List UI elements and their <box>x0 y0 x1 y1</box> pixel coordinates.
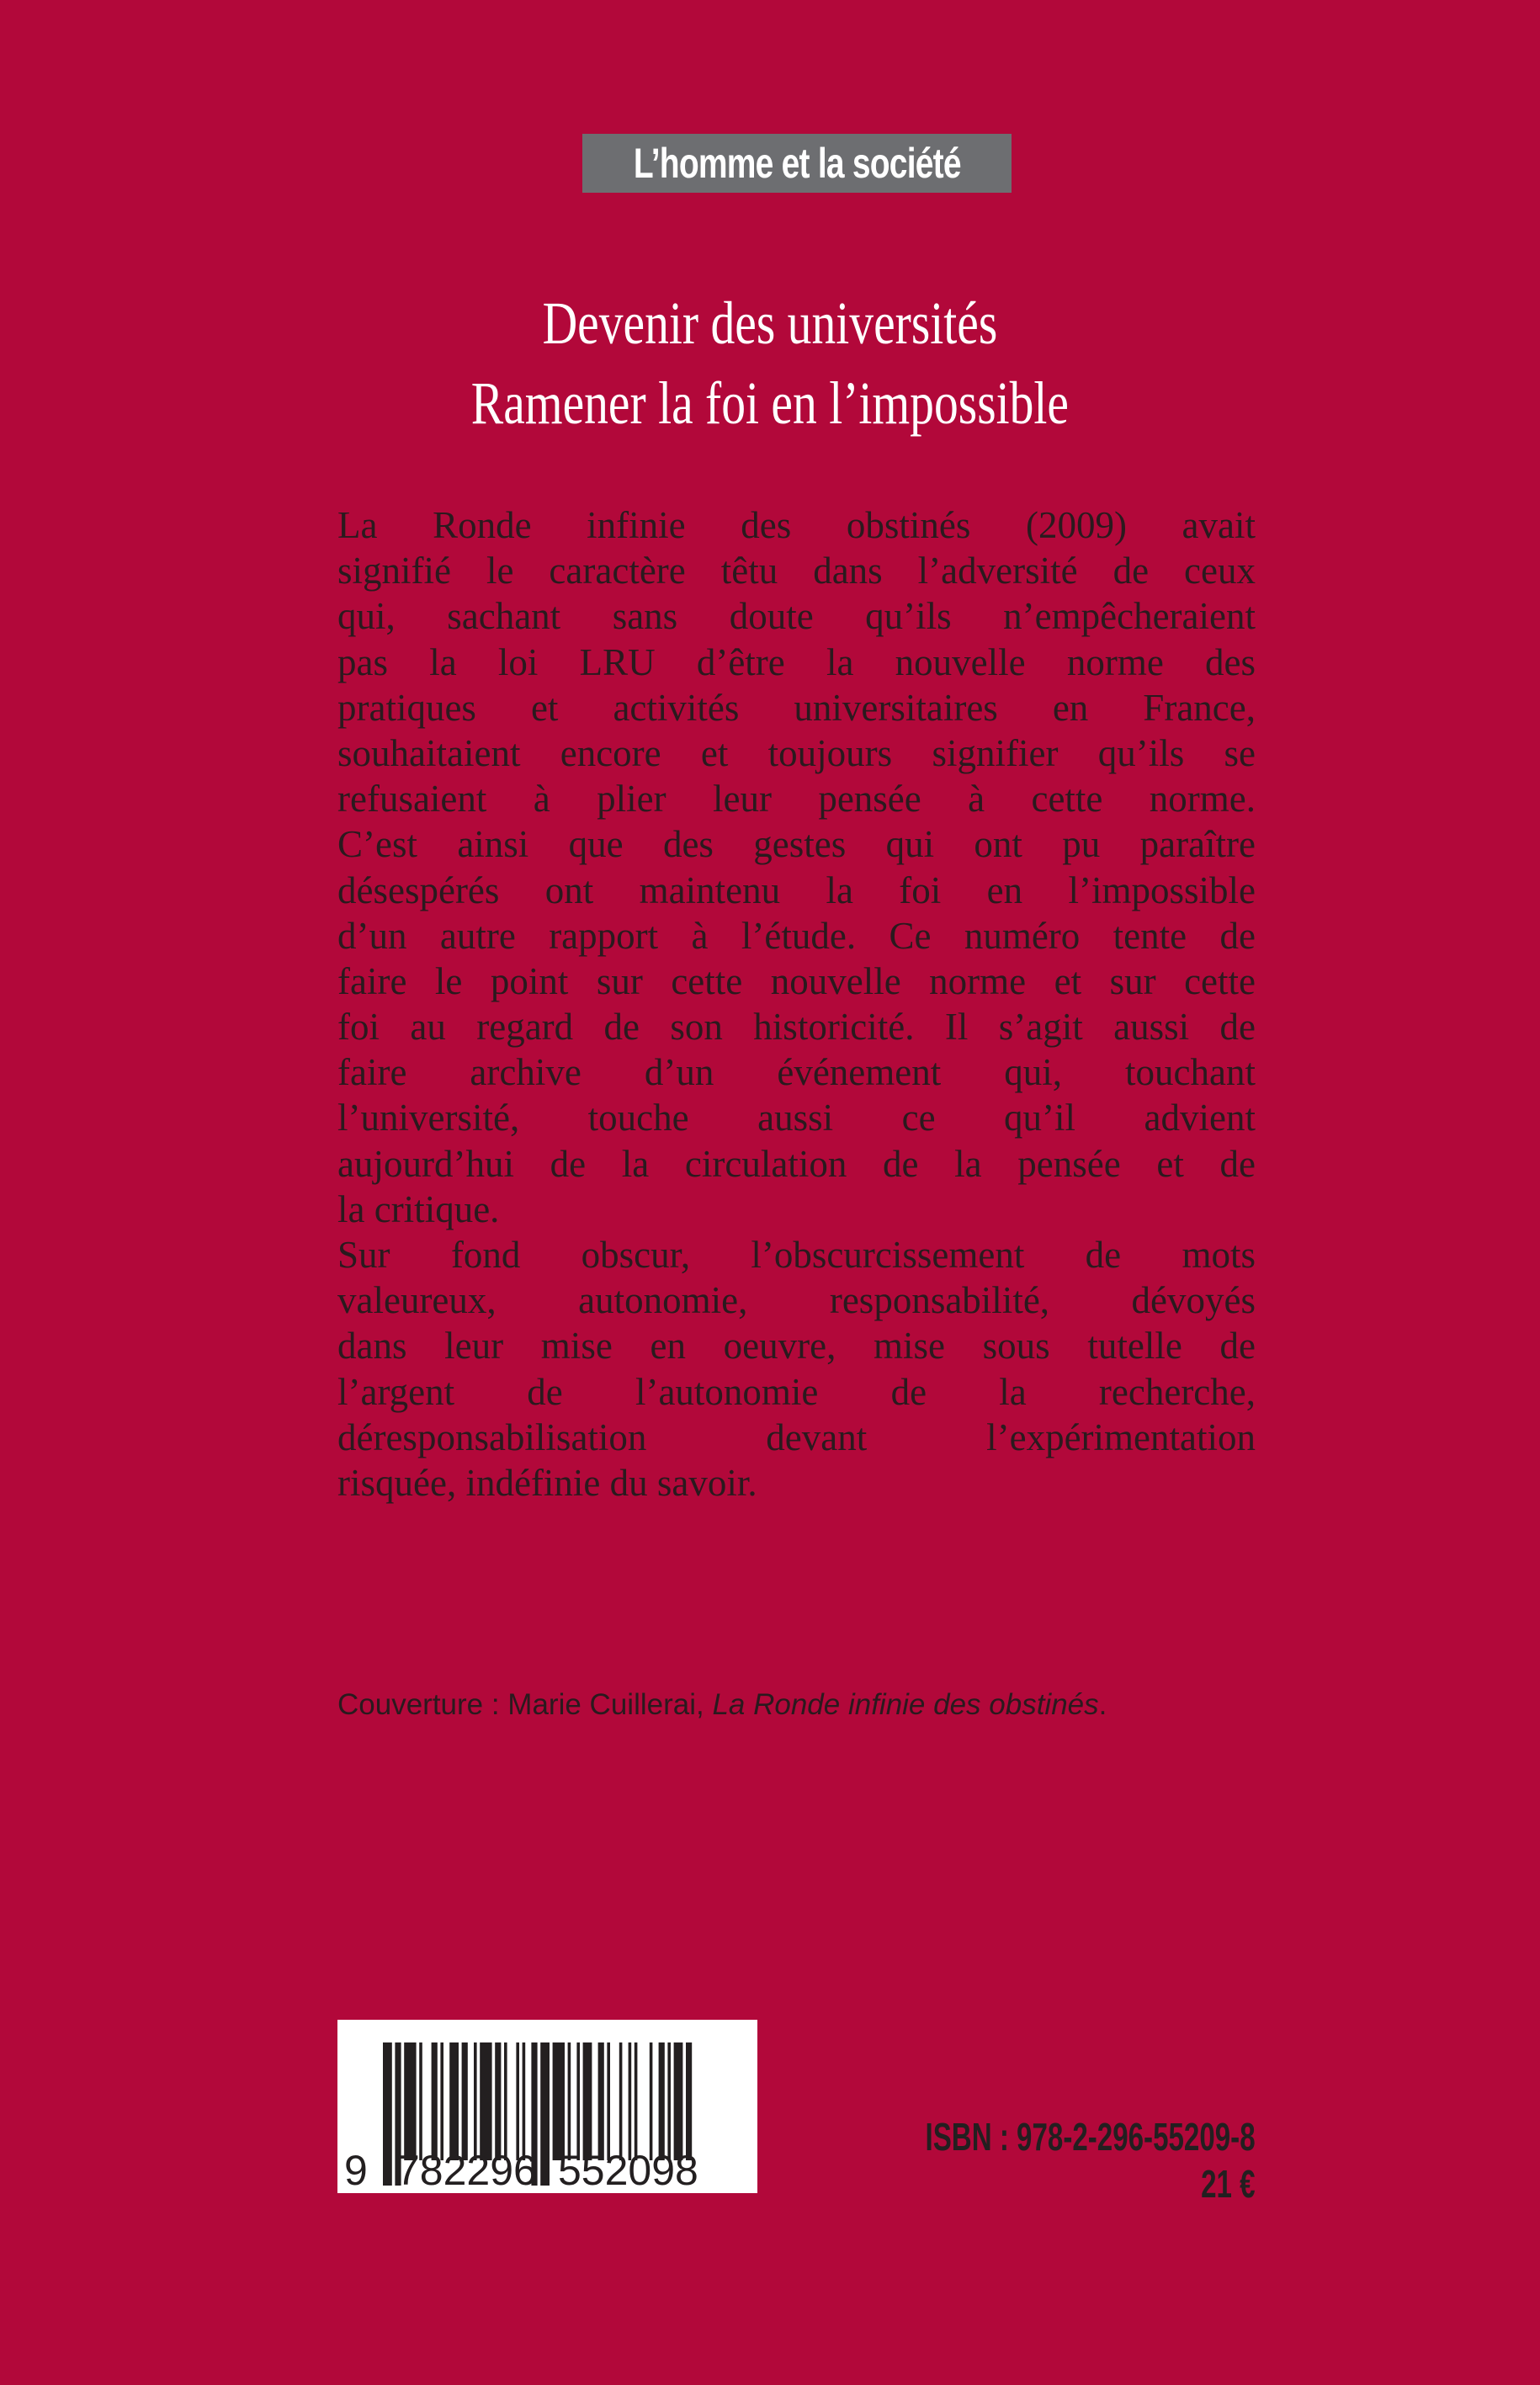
barcode-bar <box>516 2042 519 2160</box>
blurb-line: faire archive d’un événement qui, touchant <box>337 1051 1256 1094</box>
title-line-1 <box>0 289 1540 357</box>
barcode-bars <box>337 2020 757 2193</box>
barcode-bar <box>598 2042 604 2160</box>
barcode-bar <box>540 2042 550 2186</box>
title-line-2-text: Ramener la foi en l’impossible <box>470 369 1070 437</box>
barcode-bar <box>504 2042 507 2160</box>
barcode-bar <box>674 2042 683 2160</box>
series-label <box>582 134 1012 193</box>
isbn: ISBN : 978-2-296-55209-8 <box>925 2115 1256 2159</box>
barcode-bar <box>495 2042 501 2160</box>
blurb-line: foi au regard de son historicité. Il s’agit aussi de <box>337 1006 1256 1049</box>
barcode-bar <box>432 2042 438 2160</box>
barcode-bar <box>607 2042 610 2160</box>
blurb-line: qui, sachant sans doute qu’ils n’empêcheraient <box>337 595 1256 638</box>
title-line-1-text: Devenir des universités <box>542 289 998 357</box>
blurb-line: refusaient à plier leur pensée à cette norme. <box>337 778 1256 821</box>
blurb-line: dans leur mise en oeuvre, mise sous tutelle de <box>337 1325 1256 1368</box>
blurb-line: désespérés ont maintenu la foi en l’impossible <box>337 868 1256 911</box>
blurb-line: pas la loi LRU d’être la nouvelle norme des <box>337 640 1256 683</box>
blurb-line: aujourd’hui de la circulation de la pensée et de <box>337 1142 1256 1185</box>
blurb-line: l’université, touche aussi ce qu’il advient <box>337 1097 1256 1139</box>
barcode-bar <box>619 2042 623 2160</box>
credit-work: La Ronde infinie des obstinés <box>712 1688 1099 1721</box>
blurb-line: risquée, indéfinie du savoir. <box>337 1461 757 1504</box>
blurb-text <box>337 502 1256 1506</box>
blurb-line: faire le point sur cette nouvelle norme et sur cette <box>337 959 1256 1002</box>
credit-suffix: . <box>1098 1688 1107 1721</box>
series-label-text: L’homme et la société <box>633 140 961 187</box>
barcode <box>337 2020 757 2193</box>
barcode-digits: 782296 <box>396 2147 537 2193</box>
blurb-line: déresponsabilisation devant l’expérimentation <box>337 1416 1256 1458</box>
barcode-bar <box>383 2042 392 2186</box>
barcode-bar <box>449 2042 459 2160</box>
blurb-line: signifié le caractère têtu dans l’adversité de ceux <box>337 550 1256 592</box>
barcode-bar <box>629 2042 632 2160</box>
barcode-bar <box>523 2042 526 2160</box>
barcode-bar <box>686 2042 692 2160</box>
blurb-line: la critique. <box>337 1187 500 1230</box>
credit-prefix: Couverture : Marie Cuillerai, <box>337 1688 713 1721</box>
barcode-bar <box>667 2042 671 2160</box>
title-line-2 <box>0 369 1540 437</box>
barcode-bar <box>583 2042 592 2160</box>
barcode-digits: 552098 <box>558 2147 698 2193</box>
barcode-bar <box>659 2042 665 2160</box>
barcode-bar <box>650 2042 653 2160</box>
barcode-bar <box>635 2042 638 2160</box>
blurb-line: d’un autre rapport à l’étude. Ce numéro tente de <box>337 914 1256 957</box>
blurb-line: souhaitaient encore et toujours signifier qu’ils se <box>337 731 1256 774</box>
blurb-line: pratiques et activités universitaires en France, <box>337 686 1256 729</box>
barcode-bar <box>576 2042 580 2160</box>
barcode-bar <box>440 2042 443 2160</box>
blurb-line: Sur fond obscur, l’obscurcissement de mots <box>337 1234 1256 1276</box>
barcode-bar <box>419 2042 422 2160</box>
barcode-bar <box>474 2042 477 2160</box>
barcode-bar <box>568 2042 571 2160</box>
barcode-bar <box>404 2042 416 2160</box>
barcode-bar <box>553 2042 565 2160</box>
blurb-line: l’argent de l’autonomie de la recherche, <box>337 1370 1256 1413</box>
cover-credit <box>337 1688 1107 1722</box>
barcode-digits: 9 <box>344 2147 368 2193</box>
blurb-line: valeureux, autonomie, responsabilité, dévoyés <box>337 1279 1256 1322</box>
blurb-line: La Ronde infinie des obstinés (2009) avait <box>337 504 1256 546</box>
barcode-bar <box>480 2042 491 2160</box>
blurb-line: C’est ainsi que des gestes qui ont pu paraître <box>337 823 1256 866</box>
price: 21 € <box>1201 2162 1256 2206</box>
barcode-bar <box>462 2042 468 2160</box>
